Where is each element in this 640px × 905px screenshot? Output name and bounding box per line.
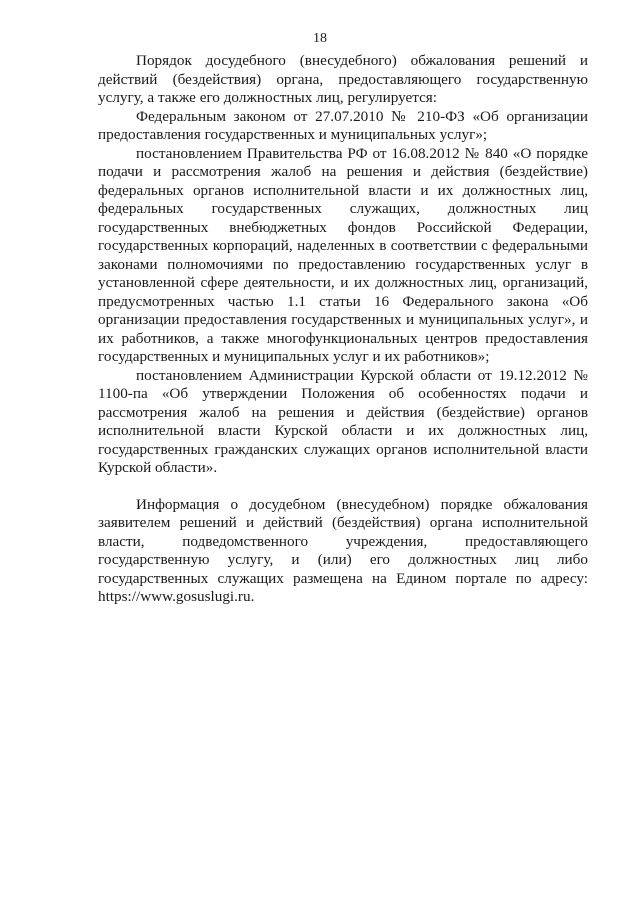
paragraph-government-decree-840: постановлением Правительства РФ от 16.08.2012 № 840 «О порядке подачи и рассмотрения жалоб на решения и действия (бездействие) федеральных органов исполнительной власти и их должностных лиц, федеральных государственных служащих, должностных лиц государственных внебюджетных фондов Российской Федерации, государственных корпораций, наделенных в соответствии с федеральными законами полномочиями по предоставлению государственных услуг в установленной сфере деятельности, и их должностных лиц, организаций, предусмотренных частью 1.1 статьи 16 Федерального закона «Об организации предоставления государственных и муниципальных услуг», и их работников, а также многофункциональных центров предоставления государственных и муниципальных услуг и их работников»; bbox=[98, 144, 588, 365]
paragraph-federal-law-210: Федеральным законом от 27.07.2010 № 210-ФЗ «Об организации предоставления государственных и муниципальных услуг»; bbox=[98, 107, 588, 143]
document-body bbox=[98, 52, 588, 607]
paragraph-portal-information: Информация о досудебном (внесудебном) порядке обжалования заявителем решений и действий (бездействия) органа исполнительной власти, подведомственного учреждения, предоставляющего государственную услугу, и (или) его должностных лиц либо государственных служащих размещена на Едином портале по адресу: https://www.gosuslugi.ru. bbox=[98, 495, 588, 605]
paragraph-appeal-procedure-intro: Порядок досудебного (внесудебного) обжалования решений и действий (бездействия) органа, предоставляющего государственную услугу, а также его должностных лиц, регулируется: bbox=[98, 52, 588, 106]
page-number: 18 bbox=[313, 31, 327, 46]
paragraph-kursk-decree-1100: постановлением Администрации Курской области от 19.12.2012 № 1100-па «Об утверждении Положения об особенностях подачи и рассмотрения жалоб на решения и действия (бездействие) органов исполнительной власти Курской области и их должностных лиц, государственных гражданских служащих органов исполнительной власти Курской области». bbox=[98, 366, 588, 476]
